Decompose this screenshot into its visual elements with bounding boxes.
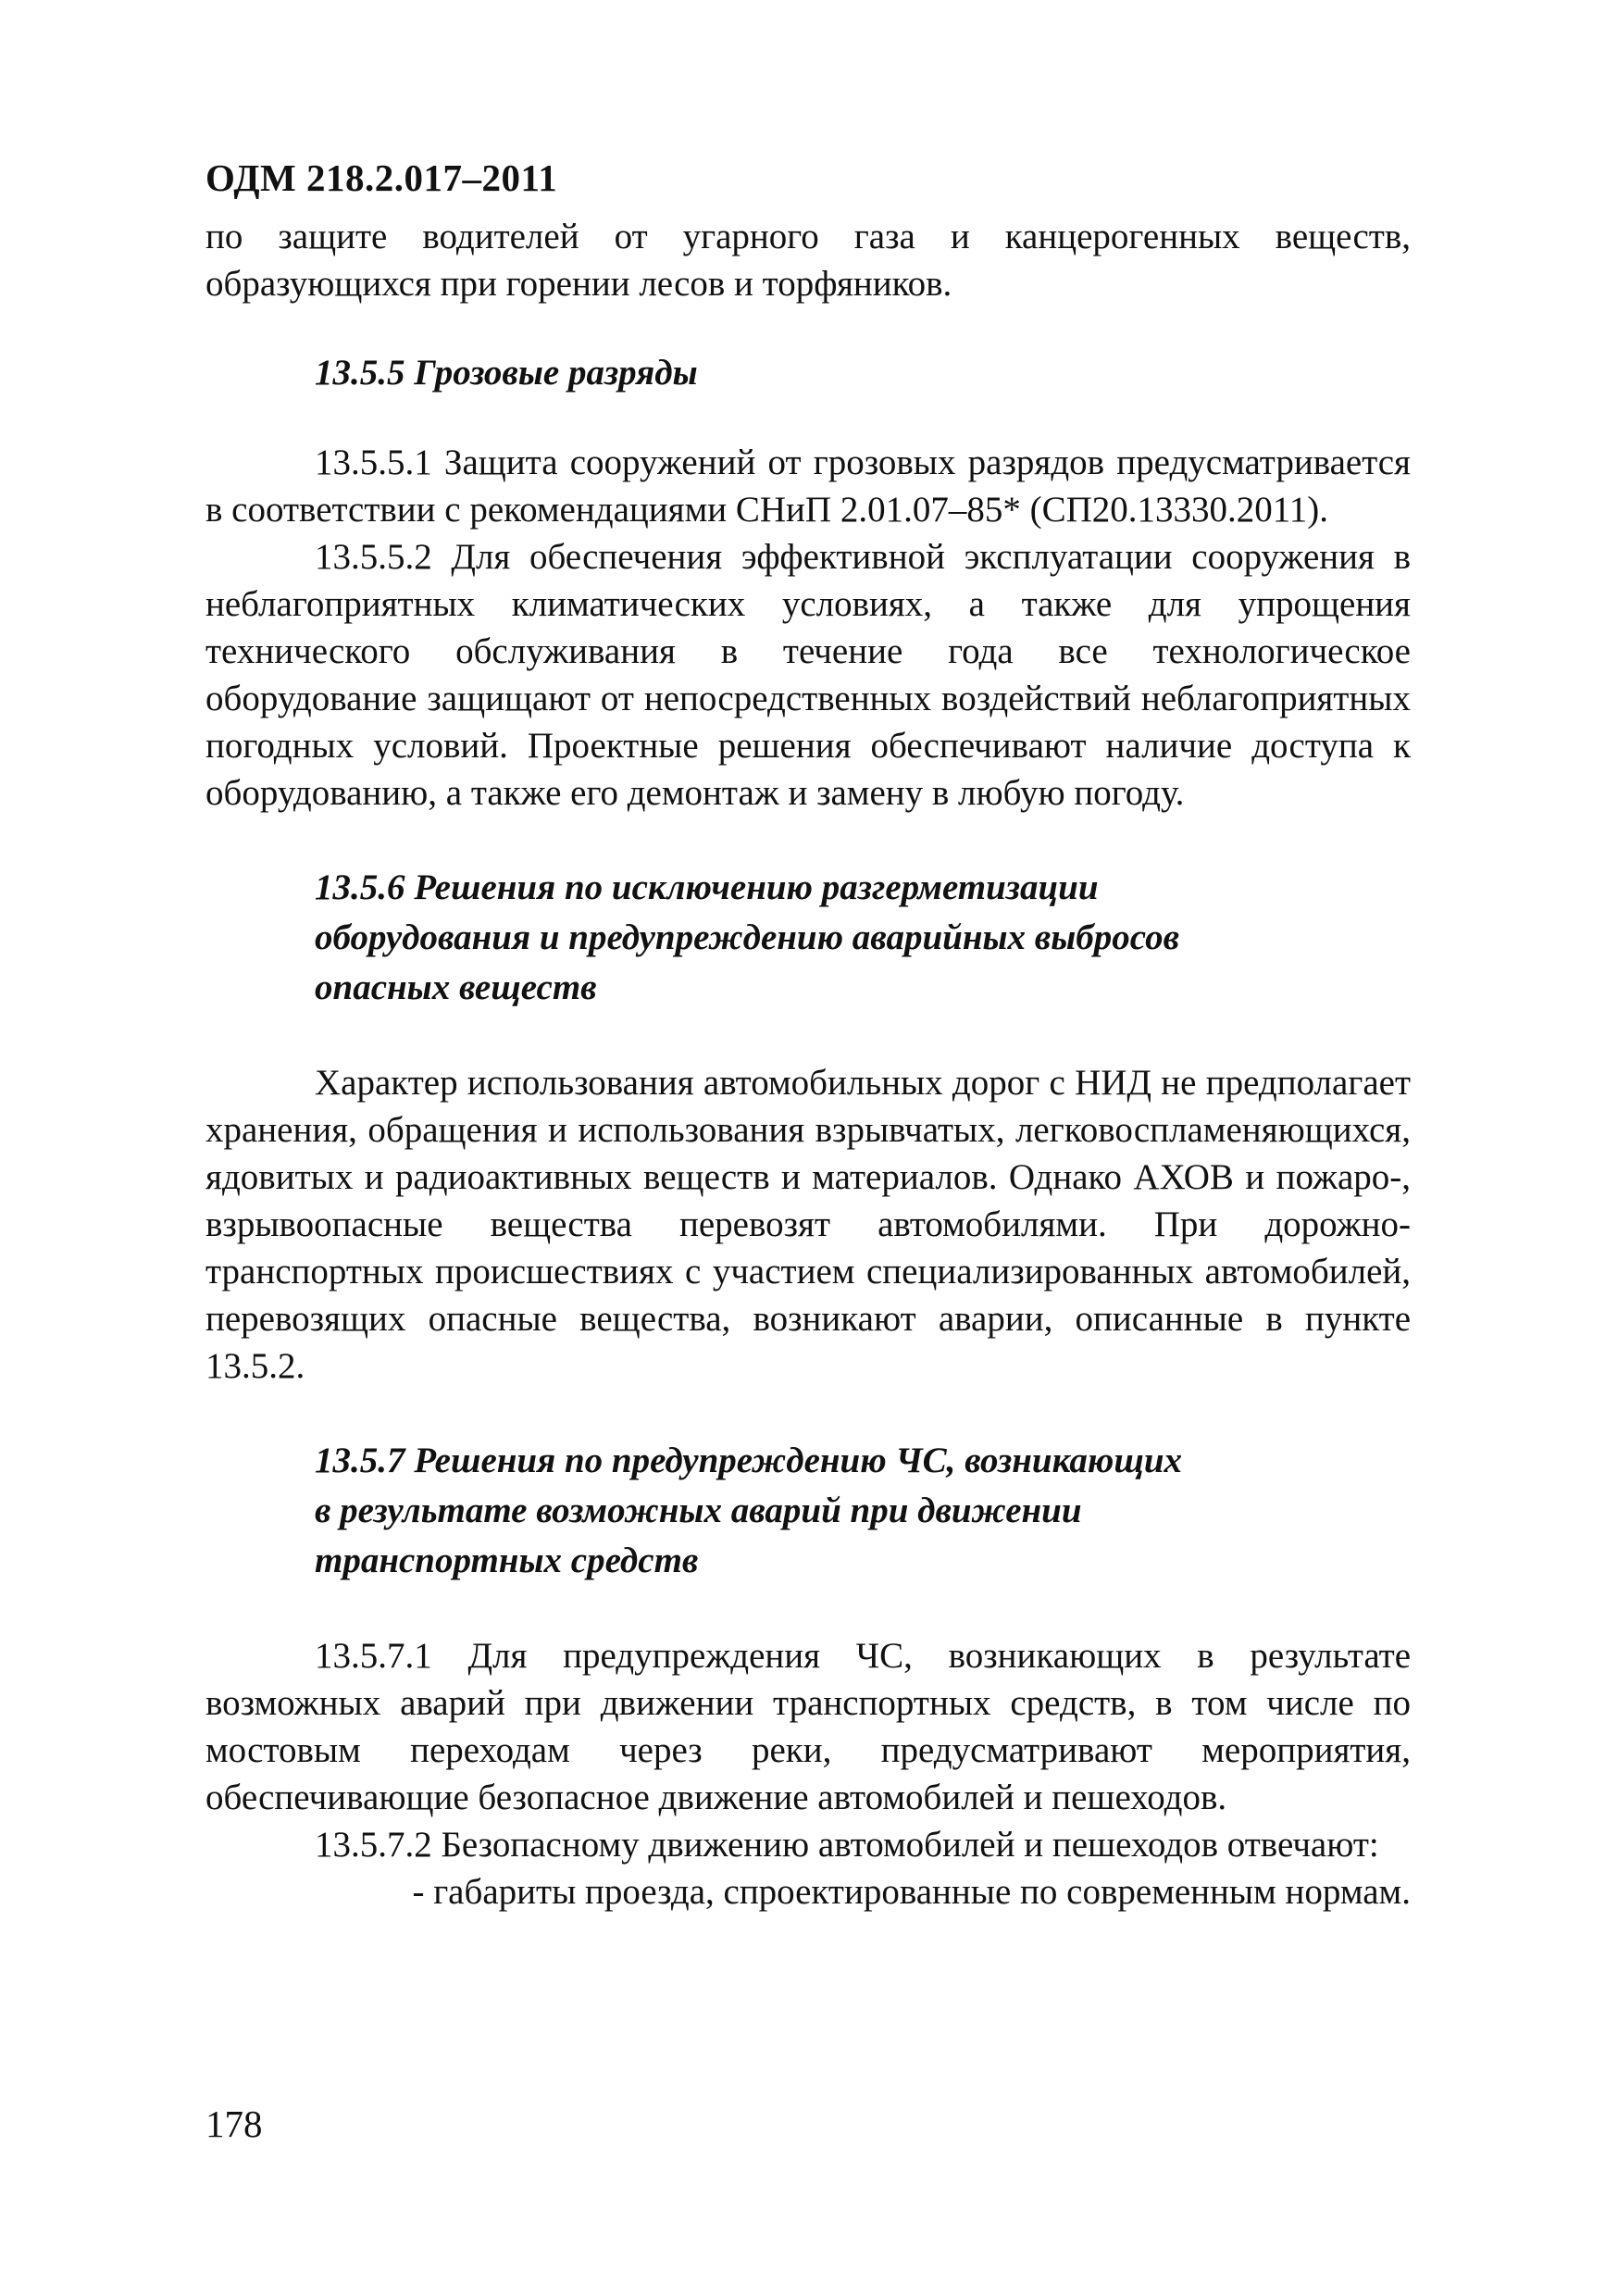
heading-13-5-7-line-2: в результате возможных аварий при движении — [315, 1491, 1082, 1530]
paragraph-13-5-5-2: 13.5.5.2 Для обеспечения эффективной эксплуатации сооружения в неблагоприятных климатических условиях, а также для упрощения технического обслуживания в течение года все технологическое оборудование защищают от непосредственных воздействий неблагоприятных погодных условий. Проектные решения обеспечивают наличие доступа к оборудованию, а также его демонтаж и замену в любую погоду. — [205, 537, 1411, 813]
page-number: 178 — [205, 2103, 263, 2145]
intro-paragraph: по защите водителей от угарного газа и канцерогенных веществ, образующихся при горении лесов и торфяников. — [205, 217, 1411, 304]
heading-13-5-6-line-3: опасных веществ — [315, 967, 597, 1007]
paragraph-13-5-6: Характер использования автомобильных дорог с НИД не предполагает хранения, обращения и использования взрывчатых, легковоспламеняющихся, ядовитых и радиоактивных веществ и материалов. Однако АХОВ и пожаро-, взрывоопасные вещества перевозят автомобилями. При дорожно-транспортных происшествиях с участием специализированных автомобилей, перевозящих опасные вещества, возникают аварии, описанные в пункте 13.5.2. — [205, 1063, 1411, 1386]
heading-13-5-7 — [205, 1436, 1411, 1586]
document-body — [205, 213, 1411, 1915]
heading-13-5-6-line-2: оборудования и предупреждению аварийных выбросов — [315, 917, 1180, 957]
document-code-header: ОДМ 218.2.017–2011 — [205, 156, 558, 199]
paragraph-13-5-7-2: 13.5.7.2 Безопасному движению автомобилей и пешеходов отвечают: — [315, 1825, 1379, 1865]
heading-13-5-5: 13.5.5 Грозовые разряды — [315, 353, 698, 393]
heading-13-5-7-line-3: транспортных средств — [315, 1541, 699, 1580]
heading-13-5-6-line-1: 13.5.6 Решения по исключению разгерметизации — [315, 867, 1099, 907]
list-item-dimensions: - габариты проезда, спроектированные по современным нормам. — [412, 1872, 1411, 1912]
heading-13-5-6 — [205, 863, 1411, 1013]
heading-13-5-7-line-1: 13.5.7 Решения по предупреждению ЧС, возникающих — [315, 1441, 1183, 1480]
paragraph-13-5-5-1: 13.5.5.1 Защита сооружений от грозовых разрядов предусматривается в соответствии с рекомендациями СНиП 2.01.07–85* (СП20.13330.2011). — [205, 443, 1411, 530]
paragraph-13-5-7-1: 13.5.7.1 Для предупреждения ЧС, возникающих в результате возможных аварий при движении транспортных средств, в том числе по мостовым переходам через реки, предусматривают мероприятия, обеспечивающие безопасное движение автомобилей и пешеходов. — [205, 1636, 1411, 1817]
